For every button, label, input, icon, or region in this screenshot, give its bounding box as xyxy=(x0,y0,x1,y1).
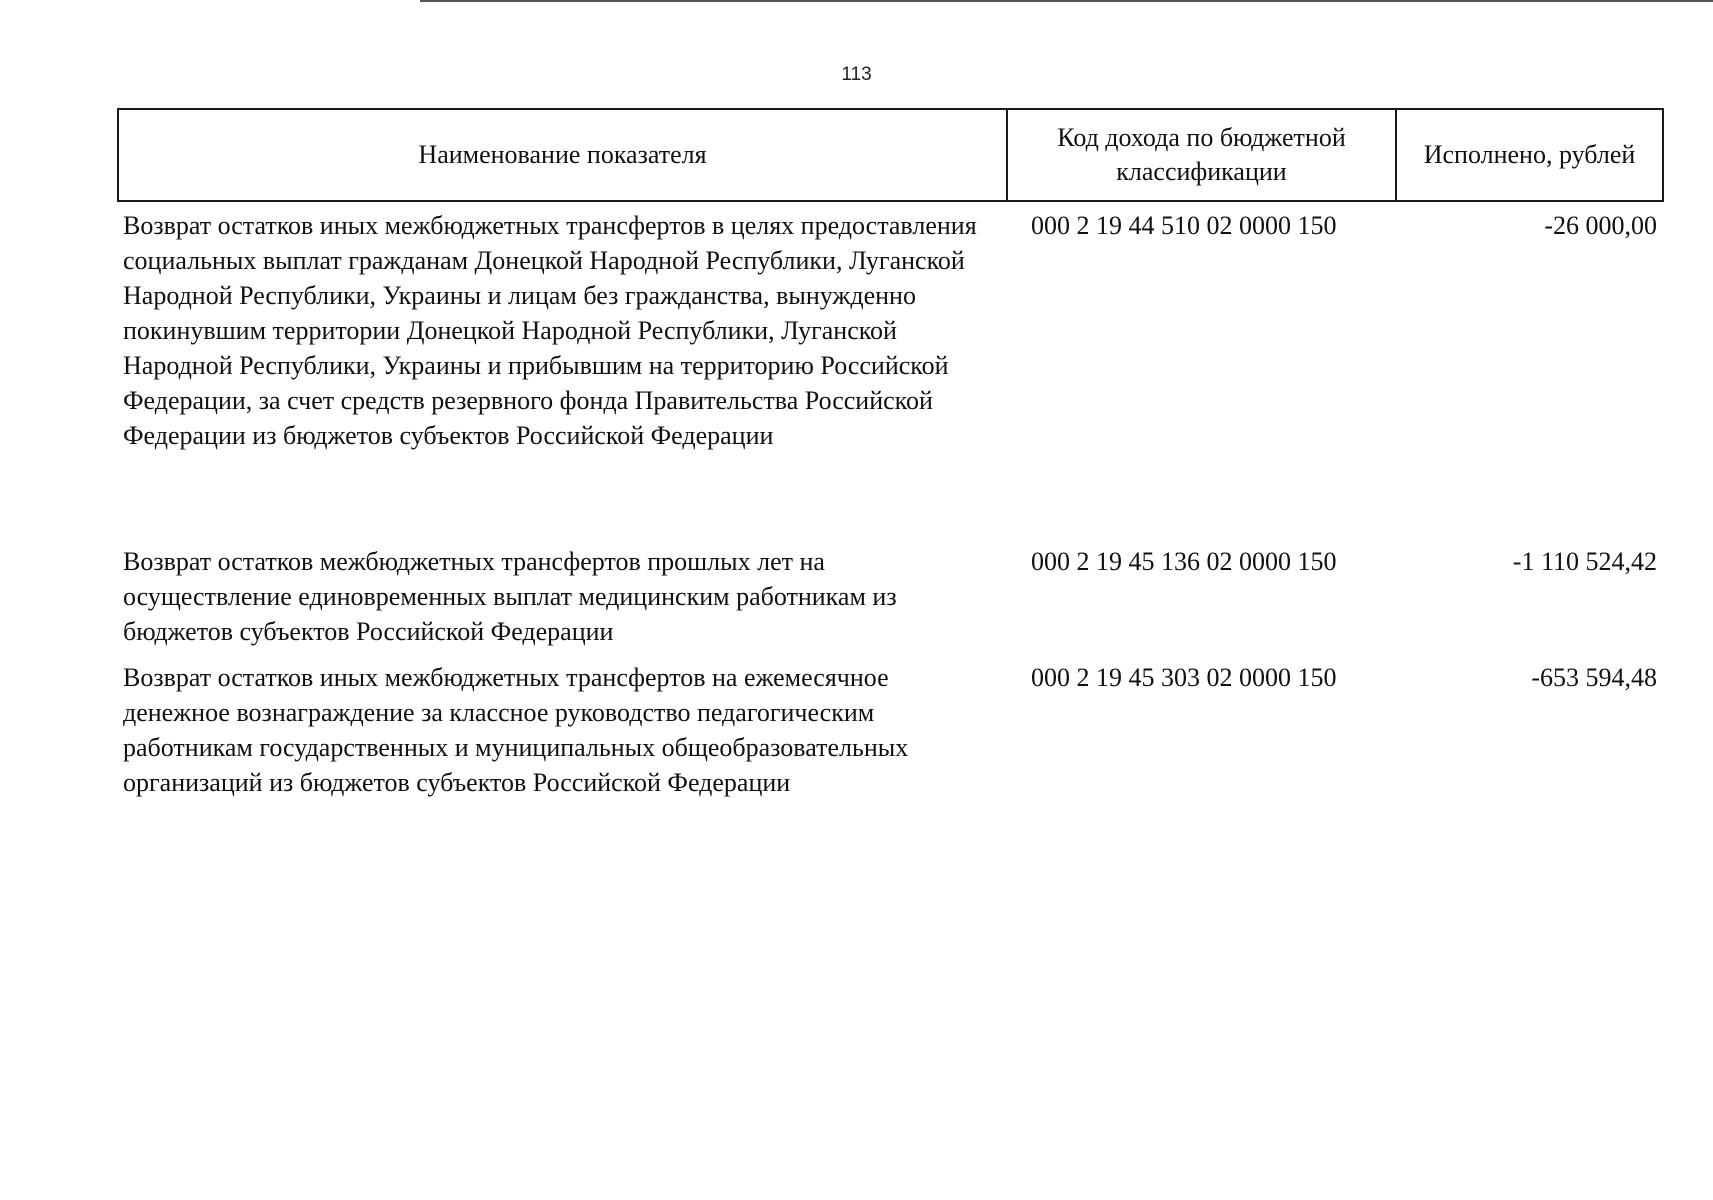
row-executed-amount: -26 000,00 xyxy=(1544,211,1657,240)
header-indicator-name: Наименование показателя xyxy=(118,109,1007,201)
row-indicator-name: Возврат остатков иных межбюджетных трансфертов в целях предоставления социальных выплат гражданам Донецкой Народной Республики, Луганской Народной Республики, Украины и лицам без гражданства, вынужденно покинувшим территории Донецкой Народной Республики, Луганской Народной Республики, Украины и прибывшим на территорию Российской Федерации, за счет средств резервного фонда Правительства Российской Федерации из бюджетов субъектов Российской Федерации xyxy=(123,211,977,450)
table-row xyxy=(118,654,1663,810)
table-row xyxy=(118,201,1663,538)
row-indicator-name: Возврат остатков межбюджетных трансфертов прошлых лет на осуществление единовременных выплат медицинским работникам из бюджетов субъектов Российской Федерации xyxy=(123,547,897,646)
scan-edge-line xyxy=(420,0,1713,2)
row-executed-amount: -653 594,48 xyxy=(1531,663,1657,692)
revenue-table xyxy=(117,108,1664,810)
table-header xyxy=(118,109,1663,201)
header-executed: Исполнено, рублей xyxy=(1396,109,1663,201)
row-income-code: 000 2 19 44 510 02 0000 150 xyxy=(1031,211,1337,240)
page-number: 113 xyxy=(841,64,872,85)
table-body xyxy=(118,201,1663,810)
row-income-code: 000 2 19 45 303 02 0000 150 xyxy=(1031,663,1337,692)
table-row xyxy=(118,538,1663,654)
header-income-code: Код дохода по бюджетной классификации xyxy=(1007,109,1396,201)
row-income-code: 000 2 19 45 136 02 0000 150 xyxy=(1031,547,1337,576)
row-indicator-name: Возврат остатков иных межбюджетных трансфертов на ежемесячное денежное вознаграждение за классное руководство педагогическим работникам государственных и муниципальных общеобразовательных организаций из бюджетов субъектов Российской Федерации xyxy=(123,663,909,797)
row-executed-amount: -1 110 524,42 xyxy=(1512,547,1657,576)
header-row xyxy=(118,109,1663,201)
